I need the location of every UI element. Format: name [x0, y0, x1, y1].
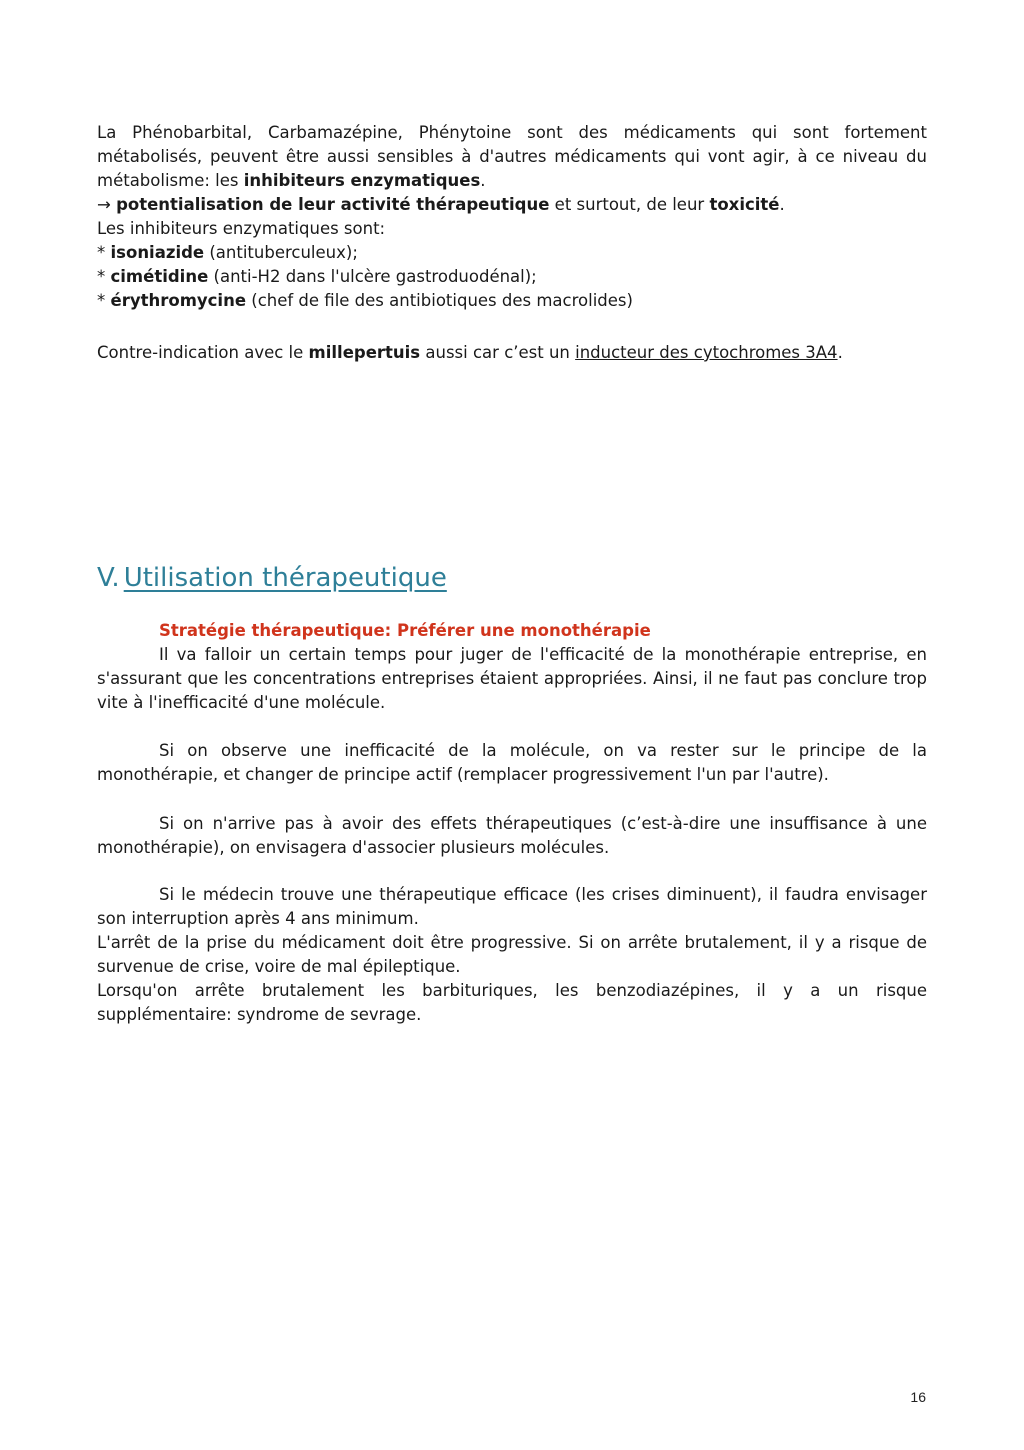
consequence-line: → potentialisation de leur activité thérapeutique et surtout, de leur toxicité.: [97, 195, 785, 214]
contra-indication-paragraph: Contre-indication avec le millepertuis aussi car c’est un inducteur des cytochromes 3A4.: [97, 343, 843, 362]
right-arrow-icon: →: [97, 195, 117, 214]
page-number: 16: [910, 1389, 926, 1405]
paragraph-association: Si on n'arrive pas à avoir des effets thérapeutiques (c’est-à-dire une insuffisance à une monothérapie), on envisagera d'associer plusieurs molécules.: [97, 814, 927, 857]
list-item: * isoniazide (antituberculeux);: [97, 243, 358, 262]
intro-block: [97, 121, 927, 313]
section-number: V.: [97, 563, 120, 593]
section-title: Utilisation thérapeutique: [123, 563, 447, 593]
list-intro: Les inhibiteurs enzymatiques sont:: [97, 219, 386, 238]
section-heading: [97, 558, 447, 598]
paragraph-efficacite: Il va falloir un certain temps pour juger de l'efficacité de la monothérapie entreprise, en s'assurant que les concentrations entreprises étaient appropriées. Ainsi, il ne faut pas conclure trop vite à l'inefficacité d'une molécule.: [97, 645, 927, 712]
paragraph-inefficacite: Si on observe une inefficacité de la molécule, on va rester sur le principe de la monothérapie, et changer de principe actif (remplacer progressivement l'un par l'autre).: [97, 741, 927, 784]
list-item: * cimétidine (anti-H2 dans l'ulcère gastroduodénal);: [97, 267, 537, 286]
list-item: * érythromycine (chef de file des antibiotiques des macrolides): [97, 291, 633, 310]
paragraph-interruption: Si le médecin trouve une thérapeutique efficace (les crises diminuent), il faudra envisager son interruption après 4 ans minimum. L'arrêt de la prise du médicament doit être progressive. Si on arrête brutalement, il y a risque de survenue de crise, voire de mal épileptique. Lorsqu'on arrête brutalement les barbituriques, les benzodiazépines, il y a un risque supplémentaire: syndrome de sevrage.: [97, 885, 927, 1024]
inducteur-link: inducteur des cytochromes 3A4: [575, 343, 838, 362]
inhibiteurs-enzymatiques-term: inhibiteurs enzymatiques: [243, 171, 481, 190]
intro-paragraph: La Phénobarbital, Carbamazépine, Phénytoine sont des médicaments qui sont fortement métabolisés, peuvent être aussi sensibles à d'autres médicaments qui vont agir, à ce niveau du métabolisme: les inhibiteurs enzymatiques.: [97, 123, 927, 190]
toxicite-term: toxicité: [709, 195, 780, 214]
subheading: Stratégie thérapeutique: Préférer une monothérapie: [159, 621, 651, 640]
